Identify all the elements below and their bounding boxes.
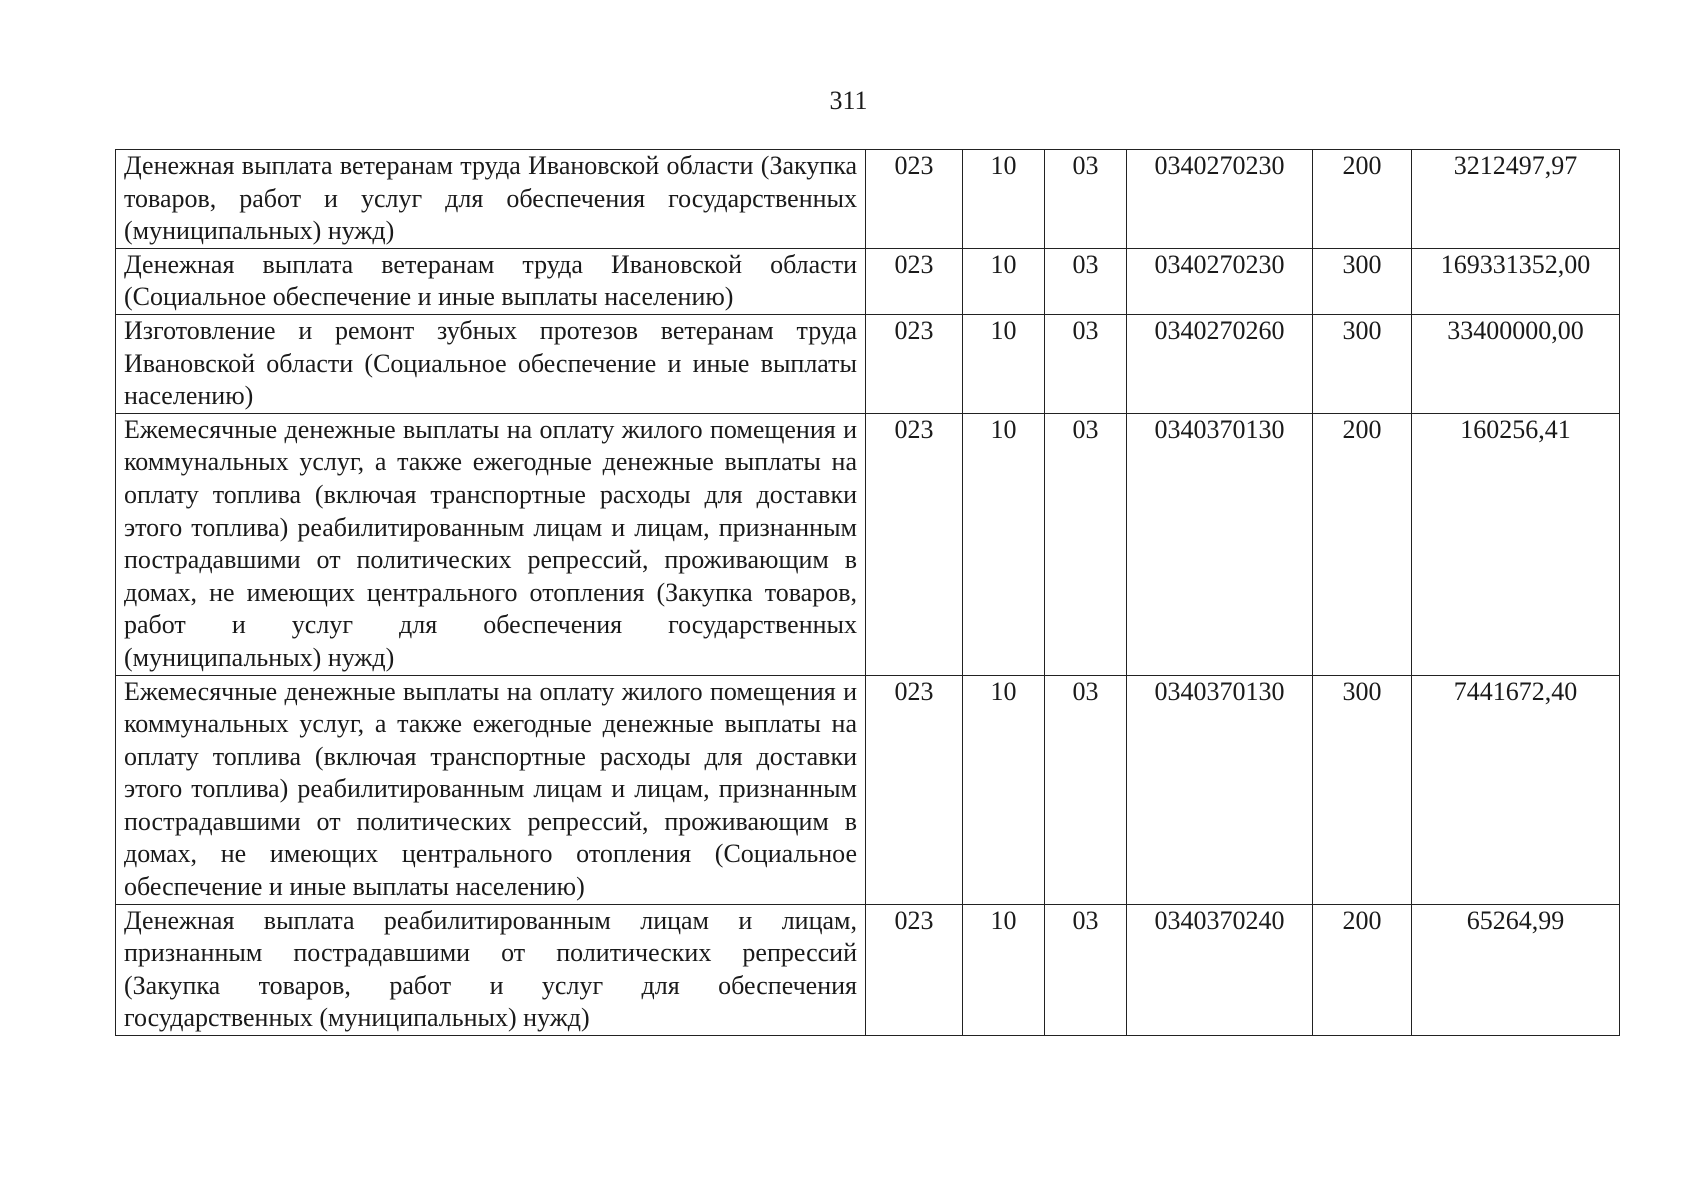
row-description: Ежемесячные денежные выплаты на оплату жилого помещения и коммунальных услуг, а также ежегодные денежные выплаты на оплату топлива (включая транспортные расходы для доставки этого топлива) реабилитированным лицам и лицам, признанным пострадавшими от политических репрессий, проживающим в домах, не имеющих центрального отопления (Социальное обеспечение и иные выплаты населению) (116, 675, 866, 904)
target-article-code: 0340370240 (1127, 904, 1313, 1035)
row-description: Денежная выплата ветеранам труда Ивановской области (Закупка товаров, работ и услуг для обеспечения государственных (муниципальных) нужд) (116, 150, 866, 249)
ministry-code: 023 (866, 248, 963, 314)
amount: 7441672,40 (1412, 675, 1620, 904)
ministry-code: 023 (866, 675, 963, 904)
expense-type-code: 200 (1313, 904, 1412, 1035)
subsection-code: 03 (1045, 904, 1127, 1035)
row-description: Ежемесячные денежные выплаты на оплату жилого помещения и коммунальных услуг, а также ежегодные денежные выплаты на оплату топлива (включая транспортные расходы для доставки этого топлива) реабилитированным лицам и лицам, признанным пострадавшими от политических репрессий, проживающим в домах, не имеющих центрального отопления (Закупка товаров, работ и услуг для обеспечения государственных (муниципальных) нужд) (116, 413, 866, 675)
section-code: 10 (963, 413, 1045, 675)
table-row (116, 150, 1620, 249)
table-row (116, 904, 1620, 1035)
section-code: 10 (963, 314, 1045, 413)
target-article-code: 0340270230 (1127, 248, 1313, 314)
amount: 65264,99 (1412, 904, 1620, 1035)
amount: 33400000,00 (1412, 314, 1620, 413)
subsection-code: 03 (1045, 413, 1127, 675)
page-number: 311 (829, 86, 868, 115)
amount: 160256,41 (1412, 413, 1620, 675)
amount: 169331352,00 (1412, 248, 1620, 314)
section-code: 10 (963, 150, 1045, 249)
table-row (116, 314, 1620, 413)
expense-type-code: 200 (1313, 413, 1412, 675)
ministry-code: 023 (866, 904, 963, 1035)
target-article-code: 0340270230 (1127, 150, 1313, 249)
table-row (116, 675, 1620, 904)
expense-type-code: 300 (1313, 248, 1412, 314)
section-code: 10 (963, 248, 1045, 314)
section-code: 10 (963, 675, 1045, 904)
section-code: 10 (963, 904, 1045, 1035)
subsection-code: 03 (1045, 675, 1127, 904)
amount: 3212497,97 (1412, 150, 1620, 249)
expense-type-code: 300 (1313, 675, 1412, 904)
budget-table (115, 149, 1620, 1036)
table-row (116, 248, 1620, 314)
subsection-code: 03 (1045, 314, 1127, 413)
row-description: Изготовление и ремонт зубных протезов ветеранам труда Ивановской области (Социальное обеспечение и иные выплаты населению) (116, 314, 866, 413)
subsection-code: 03 (1045, 248, 1127, 314)
ministry-code: 023 (866, 314, 963, 413)
expense-type-code: 300 (1313, 314, 1412, 413)
ministry-code: 023 (866, 413, 963, 675)
ministry-code: 023 (866, 150, 963, 249)
subsection-code: 03 (1045, 150, 1127, 249)
target-article-code: 0340370130 (1127, 413, 1313, 675)
target-article-code: 0340270260 (1127, 314, 1313, 413)
expense-type-code: 200 (1313, 150, 1412, 249)
row-description: Денежная выплата реабилитированным лицам и лицам, признанным пострадавшими от политических репрессий (Закупка товаров, работ и услуг для обеспечения государственных (муниципальных) нужд) (116, 904, 866, 1035)
row-description: Денежная выплата ветеранам труда Ивановской области (Социальное обеспечение и иные выплаты населению) (116, 248, 866, 314)
table-row (116, 413, 1620, 675)
target-article-code: 0340370130 (1127, 675, 1313, 904)
